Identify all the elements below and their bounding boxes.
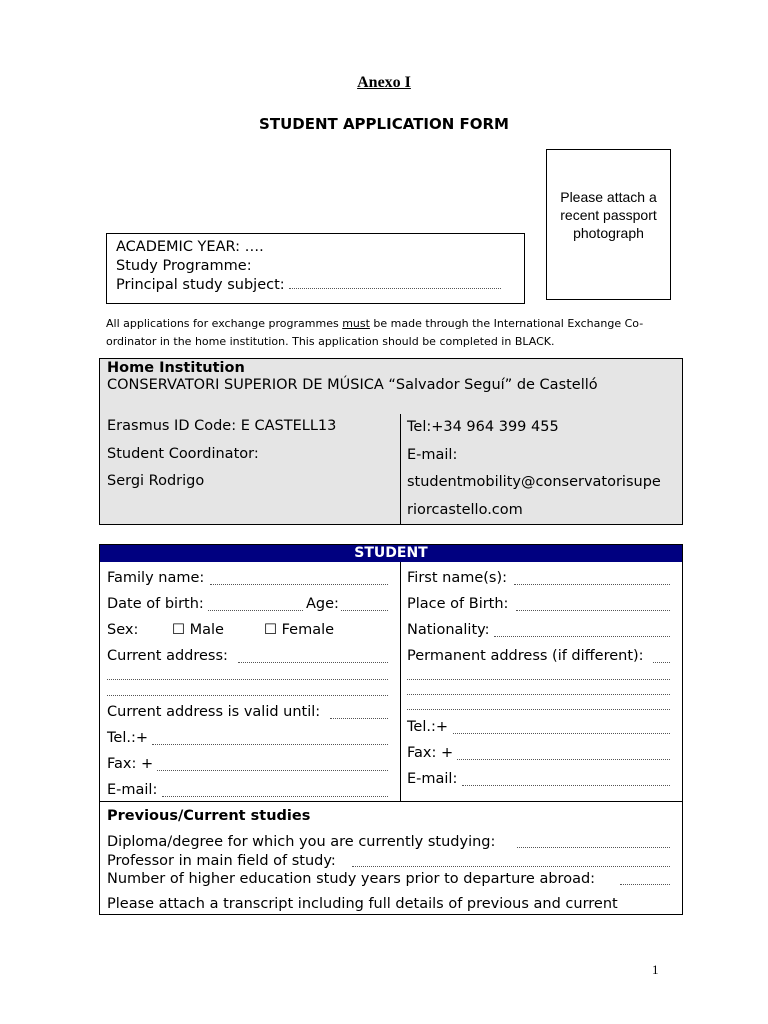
tel-label: Tel.:+ [107, 730, 148, 746]
previous-studies-heading: Previous/Current studies [107, 808, 311, 824]
student-section [99, 544, 683, 915]
study-years-input[interactable] [620, 884, 670, 885]
age-label: Age: [306, 596, 339, 612]
sex-label: Sex: [107, 622, 139, 638]
fax-right-input[interactable] [457, 759, 670, 760]
column-divider [400, 414, 401, 525]
principal-subject-label: Principal study subject: [116, 277, 285, 293]
home-email-line1: studentmobility@conservatorisupe [407, 474, 661, 490]
email-input[interactable] [162, 796, 388, 797]
home-tel: Tel:+34 964 399 455 [407, 419, 559, 435]
permanent-address-line-4[interactable] [407, 709, 670, 710]
principal-subject-field[interactable] [116, 275, 515, 295]
student-column-divider [400, 562, 401, 801]
study-programme-field[interactable]: Study Programme: [116, 257, 252, 274]
tel-input[interactable] [152, 744, 388, 745]
permanent-address-line-2[interactable] [407, 679, 670, 680]
coordinator-name: Sergi Rodrigo [107, 473, 205, 489]
home-email-line2: riorcastello.com [407, 501, 523, 518]
page-number: 1 [652, 962, 659, 977]
instructions-notice [106, 315, 676, 351]
home-left-column [107, 413, 336, 496]
email-right-label: E-mail: [407, 771, 458, 787]
first-names-label: First name(s): [407, 570, 507, 586]
home-institution-heading: Home Institution [107, 360, 245, 376]
permanent-address-line-3[interactable] [407, 694, 670, 695]
tel-right-label: Tel.:+ [407, 719, 448, 735]
valid-until-label: Current address is valid until: [107, 704, 321, 720]
coordinator-label: Student Coordinator: [107, 445, 259, 462]
nationality-label: Nationality: [407, 622, 490, 638]
nationality-input[interactable] [494, 636, 670, 637]
diploma-label: Diploma/degree for which you are currently studying: [107, 834, 496, 850]
home-email-label: E-mail: [407, 446, 458, 463]
professor-input[interactable] [352, 866, 670, 867]
home-institution-section [99, 358, 683, 525]
passport-photo-box [546, 149, 671, 300]
current-address-line-2[interactable] [107, 679, 388, 680]
notice-emphasis: must [342, 317, 370, 330]
email-right-input[interactable] [462, 785, 670, 786]
place-of-birth-input[interactable] [516, 610, 670, 611]
home-right-column [407, 414, 661, 524]
family-name-input[interactable] [210, 584, 388, 585]
academic-year-field[interactable]: ACADEMIC YEAR: …. [116, 239, 264, 255]
place-of-birth-label: Place of Birth: [407, 596, 509, 612]
erasmus-id: Erasmus ID Code: E CASTELL13 [107, 418, 337, 434]
female-checkbox[interactable]: ☐ Female [264, 622, 335, 638]
tel-right-input[interactable] [453, 733, 670, 734]
permanent-address-input[interactable] [653, 662, 670, 663]
student-heading: STUDENT [100, 545, 682, 562]
family-name-label: Family name: [107, 570, 205, 586]
current-address-input[interactable] [238, 662, 388, 663]
current-address-line-3[interactable] [107, 695, 388, 696]
permanent-address-label: Permanent address (if different): [407, 648, 644, 664]
principal-subject-line [289, 275, 501, 289]
notice-text-1: All applications for exchange programmes [106, 317, 343, 330]
fax-right-label: Fax: + [407, 745, 454, 761]
form-title: STUDENT APPLICATION FORM [259, 115, 509, 133]
professor-label: Professor in main field of study: [107, 853, 336, 869]
annex-label: Anexo I [357, 74, 411, 91]
age-input[interactable] [341, 610, 388, 611]
fax-label: Fax: + [107, 756, 154, 772]
study-years-label: Number of higher education study years prior to departure abroad: [107, 871, 596, 887]
home-institution-name: CONSERVATORI SUPERIOR DE MÚSICA “Salvador Seguí” de Castelló [107, 377, 598, 393]
first-names-input[interactable] [514, 584, 670, 585]
photo-note: Please attach a recent passport photograph [560, 189, 657, 241]
fax-input[interactable] [157, 770, 388, 771]
date-of-birth-input[interactable] [208, 610, 303, 611]
current-address-label: Current address: [107, 648, 228, 664]
student-section-divider [100, 801, 682, 802]
male-checkbox[interactable]: ☐ Male [172, 622, 224, 638]
diploma-input[interactable] [517, 847, 670, 848]
notice-text-2: be made through the International Exchange Co-ordinator in the home institution. This application should be completed in BLACK. [106, 317, 644, 348]
academic-year-box [106, 233, 525, 304]
transcript-note: Please attach a transcript including full details of previous and current [107, 896, 618, 912]
valid-until-input[interactable] [330, 718, 388, 719]
date-of-birth-label: Date of birth: [107, 596, 204, 612]
email-label: E-mail: [107, 782, 158, 798]
